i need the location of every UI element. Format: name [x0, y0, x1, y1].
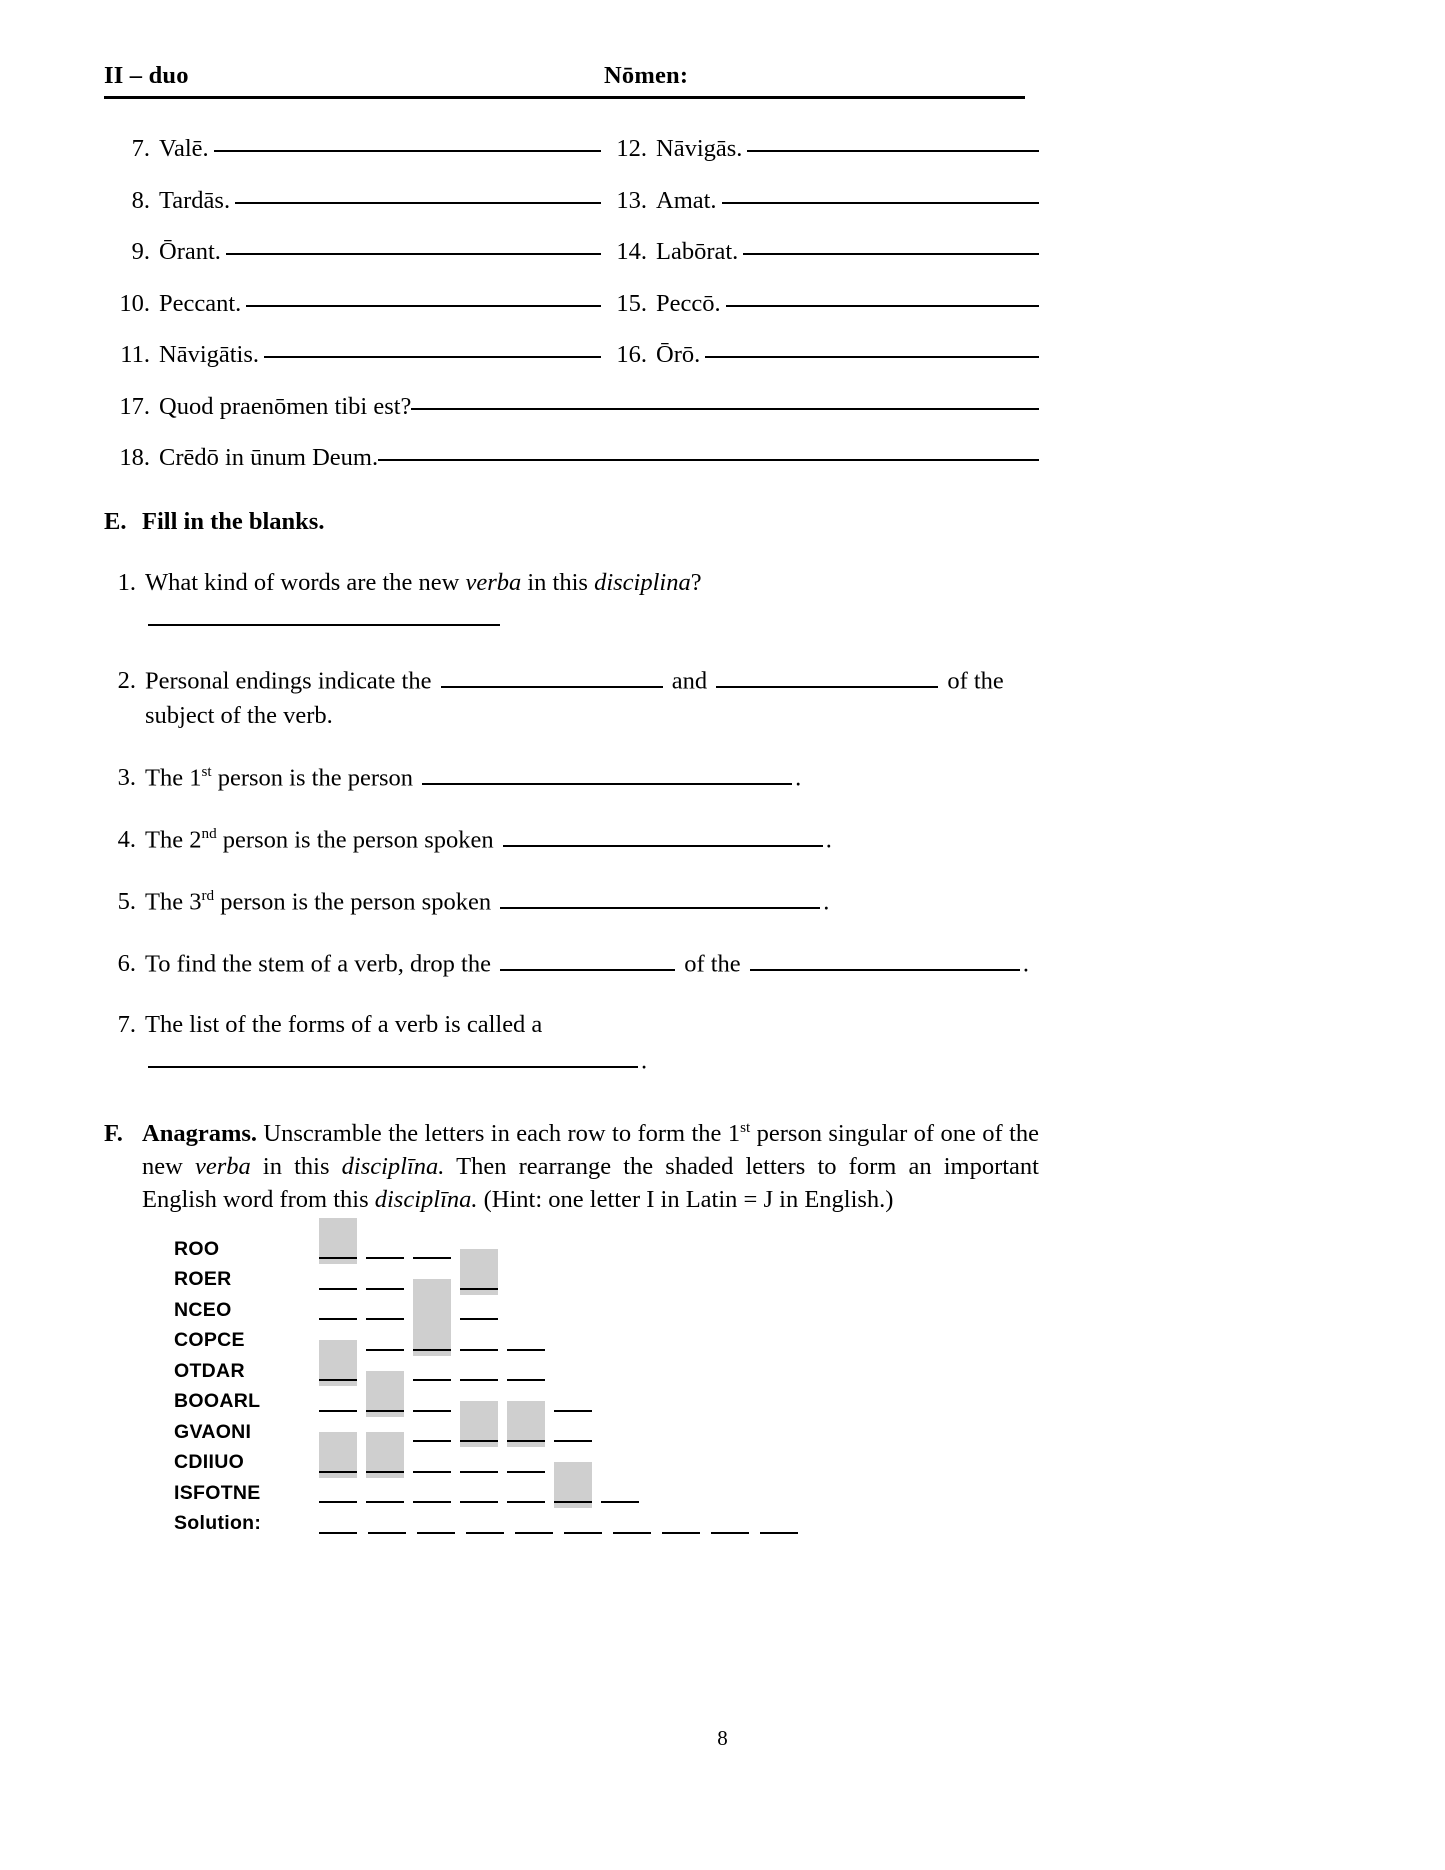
anagram-slot[interactable]	[613, 1508, 651, 1539]
section-f-letter: F.	[104, 1119, 123, 1147]
slot-rule	[319, 1532, 357, 1534]
verb-item-number: 18.	[119, 444, 150, 471]
anagram-word-label: OTDAR	[174, 1359, 245, 1382]
slot-rule	[366, 1410, 404, 1412]
anagram-slot[interactable]	[319, 1508, 357, 1539]
verb-item-number: 16.	[616, 341, 647, 368]
verb-item-word: Tardās.	[159, 186, 231, 214]
slot-rule	[554, 1501, 592, 1503]
slot-rule	[413, 1379, 451, 1381]
anagram-slot[interactable]	[413, 1478, 451, 1509]
verb-item-number: 7.	[131, 135, 150, 162]
verb-item-number: 14.	[616, 238, 647, 265]
answer-blank[interactable]	[264, 356, 601, 358]
answer-blank[interactable]	[235, 202, 601, 204]
anagram-word-label: ROO	[174, 1237, 220, 1260]
item-number: 5.	[117, 888, 136, 916]
anagram-slot[interactable]	[460, 1478, 498, 1509]
verb-item	[601, 187, 1039, 215]
chapter-label: II – duo	[104, 62, 189, 89]
fill-in-blank-item	[104, 946, 1039, 982]
anagram-row	[174, 1295, 1234, 1326]
anagram-slot[interactable]	[413, 1386, 451, 1417]
anagram-slot-shaded[interactable]	[366, 1371, 404, 1417]
verb-row	[104, 238, 1039, 266]
verb-item-number: 9.	[131, 238, 150, 265]
anagram-row	[174, 1386, 1234, 1417]
answer-blank[interactable]	[716, 663, 938, 688]
answer-blank[interactable]	[148, 601, 500, 626]
anagram-slot[interactable]	[711, 1508, 749, 1539]
item-text: The 1st person is the person .	[145, 760, 1039, 796]
slot-rule	[711, 1532, 749, 1534]
fill-in-blank-item	[104, 1008, 1039, 1079]
answer-blank[interactable]	[750, 946, 1020, 971]
fill-in-blank-item	[104, 884, 1039, 920]
anagram-slot[interactable]	[507, 1447, 545, 1478]
answer-blank[interactable]	[722, 202, 1039, 204]
verb-item-number: 11.	[120, 341, 150, 368]
anagram-table	[174, 1234, 1234, 1539]
answer-blank[interactable]	[743, 253, 1039, 255]
verb-item-number: 8.	[131, 186, 150, 214]
slot-rule	[662, 1532, 700, 1534]
item-number: 4.	[117, 825, 136, 853]
verb-item	[601, 341, 1039, 369]
anagram-slot[interactable]	[601, 1478, 639, 1509]
answer-blank[interactable]	[214, 150, 601, 152]
verb-item-word: Peccant.	[159, 289, 242, 317]
anagram-slot-shaded[interactable]	[319, 1340, 357, 1386]
anagram-slot[interactable]	[662, 1508, 700, 1539]
anagram-slot[interactable]	[366, 1234, 404, 1265]
anagram-slot-shaded[interactable]	[460, 1401, 498, 1447]
latin-term: disciplīna.	[374, 1185, 478, 1213]
verb-item	[104, 187, 601, 215]
slot-rule	[413, 1257, 451, 1259]
slot-rule	[460, 1349, 498, 1351]
verb-item-number: 15.	[616, 289, 647, 317]
slot-rule	[460, 1288, 498, 1290]
page-content	[104, 62, 1234, 1539]
answer-blank[interactable]	[500, 884, 820, 909]
slot-rule	[319, 1288, 357, 1290]
latin-term: disciplīna.	[341, 1152, 445, 1180]
item-text: The 2nd person is the person spoken .	[145, 822, 1039, 858]
page-number: 8	[717, 1726, 728, 1750]
verb-translation-list	[104, 135, 1039, 369]
item-number: 3.	[117, 763, 136, 791]
slot-rule	[319, 1471, 357, 1473]
answer-blank[interactable]	[441, 663, 663, 688]
section-f-title: Anagrams.	[142, 1119, 258, 1147]
slot-rule	[413, 1471, 451, 1473]
verb-item-word: Ōrant.	[159, 238, 221, 265]
anagram-slot[interactable]	[413, 1447, 451, 1478]
slot-rule	[413, 1440, 451, 1442]
slot-rule	[319, 1257, 357, 1259]
slot-rule	[507, 1501, 545, 1503]
item-number: 1.	[117, 569, 136, 596]
slot-rule	[366, 1257, 404, 1259]
slot-rule	[366, 1471, 404, 1473]
anagram-slot-shaded[interactable]	[554, 1462, 592, 1508]
verb-wide-items	[104, 393, 1234, 473]
verb-item-word: Nāvigās.	[656, 135, 743, 162]
section-f-heading	[104, 1117, 1039, 1216]
verb-item	[104, 238, 601, 266]
anagram-slot[interactable]	[466, 1508, 504, 1539]
item-text: The list of the forms of a verb is called a .	[145, 1010, 648, 1074]
anagram-row	[174, 1478, 1234, 1509]
anagram-slot-shaded[interactable]	[319, 1432, 357, 1478]
anagram-slot-shaded[interactable]	[319, 1218, 357, 1264]
slot-rule	[515, 1532, 553, 1534]
anagram-slot[interactable]	[413, 1356, 451, 1387]
anagram-word-label: COPCE	[174, 1329, 245, 1352]
slot-rule	[460, 1501, 498, 1503]
verb-item	[601, 290, 1039, 318]
slot-rule	[460, 1318, 498, 1320]
answer-blank[interactable]	[226, 253, 601, 255]
anagram-slot[interactable]	[554, 1386, 592, 1417]
verb-item-number: 12.	[616, 135, 647, 162]
slot-rule	[460, 1440, 498, 1442]
fill-in-blank-item	[104, 663, 1039, 734]
verb-item-word: Ōrō.	[656, 341, 701, 368]
anagram-slot[interactable]	[368, 1508, 406, 1539]
verb-item-word: Crēdō in ūnum Deum.	[159, 444, 379, 471]
slot-rule	[507, 1379, 545, 1381]
slot-rule	[413, 1349, 451, 1351]
item-text: To find the stem of a verb, drop the of the .	[145, 946, 1039, 982]
verb-row	[104, 135, 1039, 163]
anagram-row	[174, 1234, 1234, 1265]
page-header	[104, 62, 1025, 99]
fill-in-blank-item	[104, 822, 1039, 858]
section-e-letter: E.	[104, 508, 127, 535]
anagram-slot[interactable]	[413, 1234, 451, 1265]
verb-item-number: 10.	[119, 289, 150, 317]
slot-rule	[417, 1532, 455, 1534]
anagram-word-label: Solution:	[174, 1512, 262, 1535]
verb-item-word: Quod praenōmen tibi est?	[159, 392, 412, 420]
anagram-slot-group	[319, 1356, 554, 1387]
anagram-slot[interactable]	[319, 1478, 357, 1509]
slot-rule	[564, 1532, 602, 1534]
anagram-row	[174, 1447, 1234, 1478]
anagram-slot[interactable]	[460, 1356, 498, 1387]
anagram-slot[interactable]	[564, 1508, 602, 1539]
fill-in-blank-item	[104, 566, 1039, 637]
answer-blank[interactable]	[422, 760, 792, 785]
anagram-slot[interactable]	[319, 1264, 357, 1295]
slot-rule	[413, 1410, 451, 1412]
slot-rule	[460, 1471, 498, 1473]
fill-in-blank-item	[104, 760, 1039, 796]
verb-item	[104, 444, 1039, 472]
name-field-label: Nōmen:	[604, 62, 689, 89]
verb-item	[104, 135, 601, 163]
anagram-slot[interactable]	[366, 1295, 404, 1326]
verb-row	[104, 341, 1039, 369]
slot-rule	[460, 1379, 498, 1381]
ordinal-suffix: rd	[201, 886, 215, 904]
section-f-instructions: Anagrams. Unscramble the letters in each row to form the 1st person singular of one of the new verba in this disciplīna. Then rearrange the shaded letters to form an important English word from this disciplīna. (Hint: one letter I in Latin = J in English.)	[142, 1118, 1040, 1213]
anagram-slot[interactable]	[319, 1386, 357, 1417]
verb-item	[104, 290, 601, 318]
anagram-slot[interactable]	[460, 1295, 498, 1326]
anagram-slot[interactable]	[319, 1295, 357, 1326]
verb-row	[104, 187, 1039, 215]
verb-item	[601, 135, 1039, 163]
anagram-slot[interactable]	[366, 1325, 404, 1356]
slot-rule	[507, 1440, 545, 1442]
anagram-word-label: ISFOTNE	[174, 1481, 261, 1504]
ordinal-suffix: st	[740, 1118, 751, 1136]
slot-rule	[366, 1288, 404, 1290]
verb-item-word: Valē.	[159, 135, 209, 162]
slot-rule	[368, 1532, 406, 1534]
slot-rule	[366, 1501, 404, 1503]
anagram-word-label: GVAONI	[174, 1420, 252, 1443]
anagram-slot-group	[319, 1478, 648, 1509]
anagram-slot[interactable]	[507, 1325, 545, 1356]
slot-rule	[554, 1410, 592, 1412]
slot-rule	[366, 1349, 404, 1351]
verb-item-word: Nāvigātis.	[159, 341, 260, 368]
answer-blank[interactable]	[747, 150, 1039, 152]
anagram-slot[interactable]	[460, 1325, 498, 1356]
verb-item-word: Amat.	[656, 186, 717, 214]
slot-rule	[319, 1379, 357, 1381]
slot-rule	[554, 1440, 592, 1442]
anagram-row	[174, 1264, 1234, 1295]
answer-blank[interactable]	[503, 822, 823, 847]
answer-blank[interactable]	[246, 305, 601, 307]
slot-rule	[507, 1471, 545, 1473]
item-number: 2.	[117, 667, 136, 695]
answer-blank[interactable]	[378, 459, 1039, 461]
anagram-slot-group	[319, 1234, 460, 1265]
anagram-slot-group	[319, 1417, 601, 1448]
slot-rule	[466, 1532, 504, 1534]
anagram-slot-shaded[interactable]	[366, 1432, 404, 1478]
verb-item-number: 17.	[119, 392, 150, 420]
anagram-slot[interactable]	[507, 1356, 545, 1387]
anagram-slot[interactable]	[760, 1508, 798, 1539]
anagram-slot[interactable]	[417, 1508, 455, 1539]
slot-rule	[319, 1318, 357, 1320]
slot-rule	[613, 1532, 651, 1534]
verb-item-word: Labōrat.	[656, 238, 739, 265]
anagram-slot[interactable]	[460, 1447, 498, 1478]
verb-item	[104, 393, 1039, 421]
answer-blank[interactable]	[705, 356, 1039, 358]
answer-blank[interactable]	[726, 305, 1039, 307]
anagram-word-label: BOOARL	[174, 1390, 261, 1413]
verb-item-word: Peccō.	[656, 289, 721, 317]
anagram-slot-shaded[interactable]	[413, 1310, 451, 1356]
anagram-slot[interactable]	[413, 1417, 451, 1448]
anagram-word-label: ROER	[174, 1268, 232, 1291]
anagram-row	[174, 1356, 1234, 1387]
item-number: 6.	[117, 950, 136, 978]
anagram-slot[interactable]	[507, 1478, 545, 1509]
answer-blank[interactable]	[148, 1043, 638, 1068]
latin-term: disciplina	[594, 569, 691, 596]
anagram-slot-group	[319, 1508, 809, 1539]
slot-rule	[319, 1501, 357, 1503]
slot-rule	[507, 1349, 545, 1351]
section-e-heading	[104, 508, 1234, 536]
section-e-title: Fill in the blanks.	[142, 508, 325, 535]
anagram-slot-shaded[interactable]	[460, 1249, 498, 1295]
slot-rule	[319, 1410, 357, 1412]
verb-item	[104, 341, 601, 369]
slot-rule	[366, 1318, 404, 1320]
slot-rule	[413, 1501, 451, 1503]
ordinal-suffix: nd	[201, 824, 217, 842]
verb-item-number: 13.	[616, 186, 647, 214]
item-text: Personal endings indicate the and of the subject of the verb.	[145, 663, 1039, 734]
anagram-slot[interactable]	[366, 1264, 404, 1295]
anagram-word-label: NCEO	[174, 1298, 232, 1321]
verb-item	[601, 238, 1039, 266]
slot-rule	[760, 1532, 798, 1534]
anagram-slot[interactable]	[554, 1417, 592, 1448]
ordinal-suffix: st	[201, 762, 212, 780]
anagram-solution-row	[174, 1508, 1234, 1539]
latin-term: verba	[194, 1152, 251, 1180]
section-e-items	[104, 566, 1234, 1079]
anagram-slot-shaded[interactable]	[507, 1401, 545, 1447]
anagram-slot[interactable]	[366, 1478, 404, 1509]
anagram-word-label: CDIIUO	[174, 1451, 245, 1474]
item-number: 7.	[117, 1010, 136, 1038]
latin-term: verba	[465, 569, 522, 596]
slot-rule	[601, 1501, 639, 1503]
item-text: The 3rd person is the person spoken .	[145, 884, 1039, 920]
answer-blank[interactable]	[500, 946, 675, 971]
item-text: What kind of words are the new verba in this disciplina?	[145, 566, 1039, 637]
anagram-slot[interactable]	[515, 1508, 553, 1539]
answer-blank[interactable]	[411, 408, 1039, 410]
verb-row	[104, 290, 1039, 318]
